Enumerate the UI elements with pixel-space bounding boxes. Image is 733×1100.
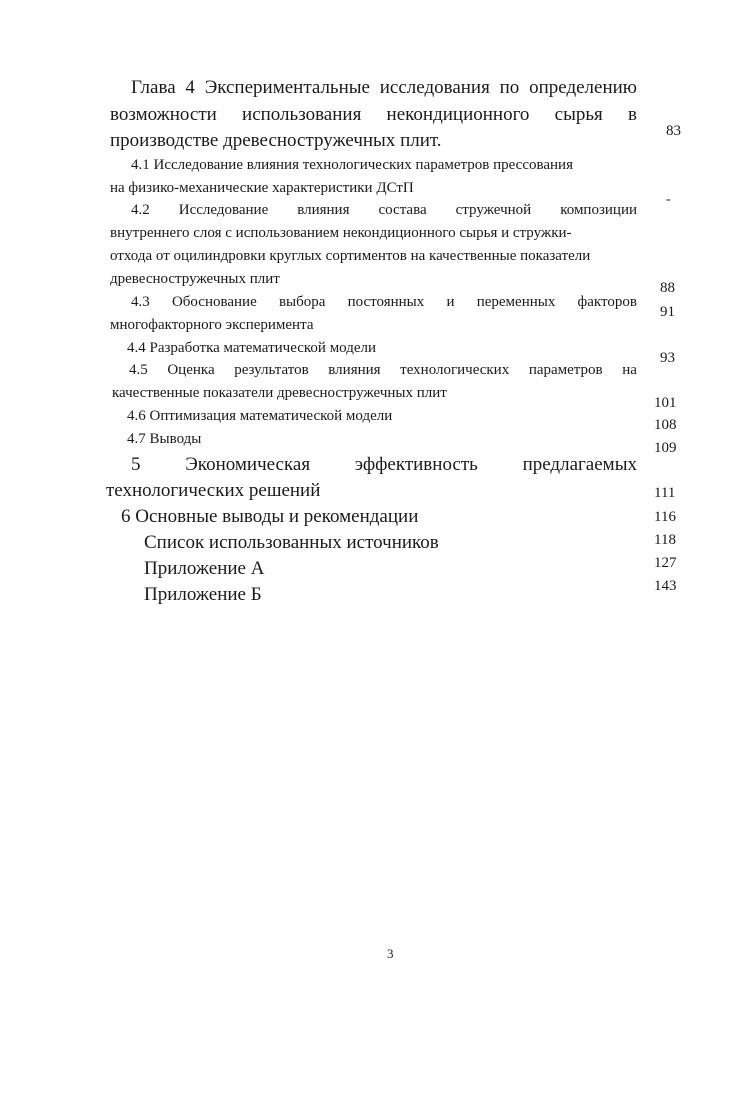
toc-word: состава (378, 202, 427, 218)
toc-page-number: 111 (654, 485, 676, 501)
toc-page-number: 93 (660, 350, 675, 366)
toc-s47-line1: 4.7 Выводы (127, 431, 202, 447)
toc-word: технологических (400, 362, 510, 378)
page-number: 3 (387, 946, 394, 961)
toc-s41-line1: 4.1 Исследование влияния технологических параметров прессования (131, 157, 573, 173)
toc-word: 4.5 (129, 362, 148, 378)
toc-word: 5 (131, 454, 141, 475)
toc-word: композиции (560, 202, 637, 218)
toc-word: 4 (185, 77, 195, 98)
toc-word: результатов (234, 362, 309, 378)
toc-s43-line1 (131, 295, 637, 310)
toc-word: параметров (528, 362, 603, 378)
toc-s41-line2: на физико-механические характеристики ДСтП (110, 180, 414, 196)
toc-word: и (446, 294, 455, 310)
toc-word: Экспериментальные (204, 77, 370, 98)
toc-word: возможности (110, 104, 217, 125)
toc-appendix-b: Приложение Б (144, 584, 262, 605)
toc-word: использования (242, 104, 362, 125)
toc-s42-line4: древесностружечных плит (110, 271, 280, 287)
toc-word: влияния (328, 362, 381, 378)
toc-word: по (499, 77, 520, 98)
toc-s43-line2: многофакторного эксперимента (110, 317, 314, 333)
toc-word: Экономическая (185, 454, 311, 475)
toc-ch6-line1: 6 Основные выводы и рекомендации (121, 506, 419, 527)
toc-word: Обоснование (171, 294, 257, 310)
toc-s42-line3: отхода от оцилиндровки круглых сортиментов на качественные показатели (110, 248, 591, 264)
toc-word: факторов (577, 294, 637, 310)
toc-s42-line1 (131, 203, 637, 218)
toc-s45-line2: качественные показатели древесностружечных плит (112, 385, 447, 401)
toc-page-number: 109 (654, 440, 677, 456)
toc-page-number: 116 (654, 509, 676, 525)
toc-word: в (627, 104, 637, 125)
toc-ch4-line2 (110, 105, 637, 124)
toc-ch4-line1 (131, 78, 637, 97)
toc-word: стружечной (455, 202, 532, 218)
toc-page-number: 143 (654, 578, 677, 594)
toc-word: 4.3 (131, 294, 150, 310)
toc-ch4-line3: производстве древесностружечных плит. (110, 130, 442, 151)
toc-word: влияния (297, 202, 350, 218)
toc-s42-dash: - (666, 192, 671, 207)
toc-s42-line2: внутреннего слоя с использованием некондиционного сырья и стружки- (110, 225, 572, 241)
toc-word: переменных (476, 294, 556, 310)
toc-page-number: 127 (654, 555, 677, 571)
toc-word: выбора (278, 294, 326, 310)
toc-ch4-page: 83 (666, 123, 681, 139)
toc-page-number: 118 (654, 532, 676, 548)
toc-s45-line1 (129, 363, 637, 378)
toc-s44-line1: 4.4 Разработка математической модели (127, 340, 377, 356)
toc-word: предлагаемых (522, 454, 637, 475)
toc-page-number: 88 (660, 280, 675, 296)
toc-ch5-line1 (131, 455, 637, 474)
toc-appendix-a: Приложение А (144, 558, 265, 579)
toc-word: постоянных (347, 294, 425, 310)
toc-ch5-line2: технологических решений (106, 480, 321, 501)
toc-page-number: 101 (654, 395, 677, 411)
toc-word: некондиционного (386, 104, 530, 125)
toc-word: исследования (379, 77, 490, 98)
toc-word: Оценка (167, 362, 215, 378)
toc-page-number: 91 (660, 304, 675, 320)
toc-word: эффективность (354, 454, 478, 475)
toc-word: Исследование (178, 202, 269, 218)
toc-word: определению (529, 77, 637, 98)
toc-s46-line1: 4.6 Оптимизация математической модели (127, 408, 393, 424)
toc-refs: Список использованных источников (144, 532, 439, 553)
toc-word: Глава (131, 77, 176, 98)
toc-word: на (622, 362, 637, 378)
toc-word: сырья (554, 104, 603, 125)
toc-word: 4.2 (131, 202, 150, 218)
toc-page-number: 108 (654, 417, 677, 433)
